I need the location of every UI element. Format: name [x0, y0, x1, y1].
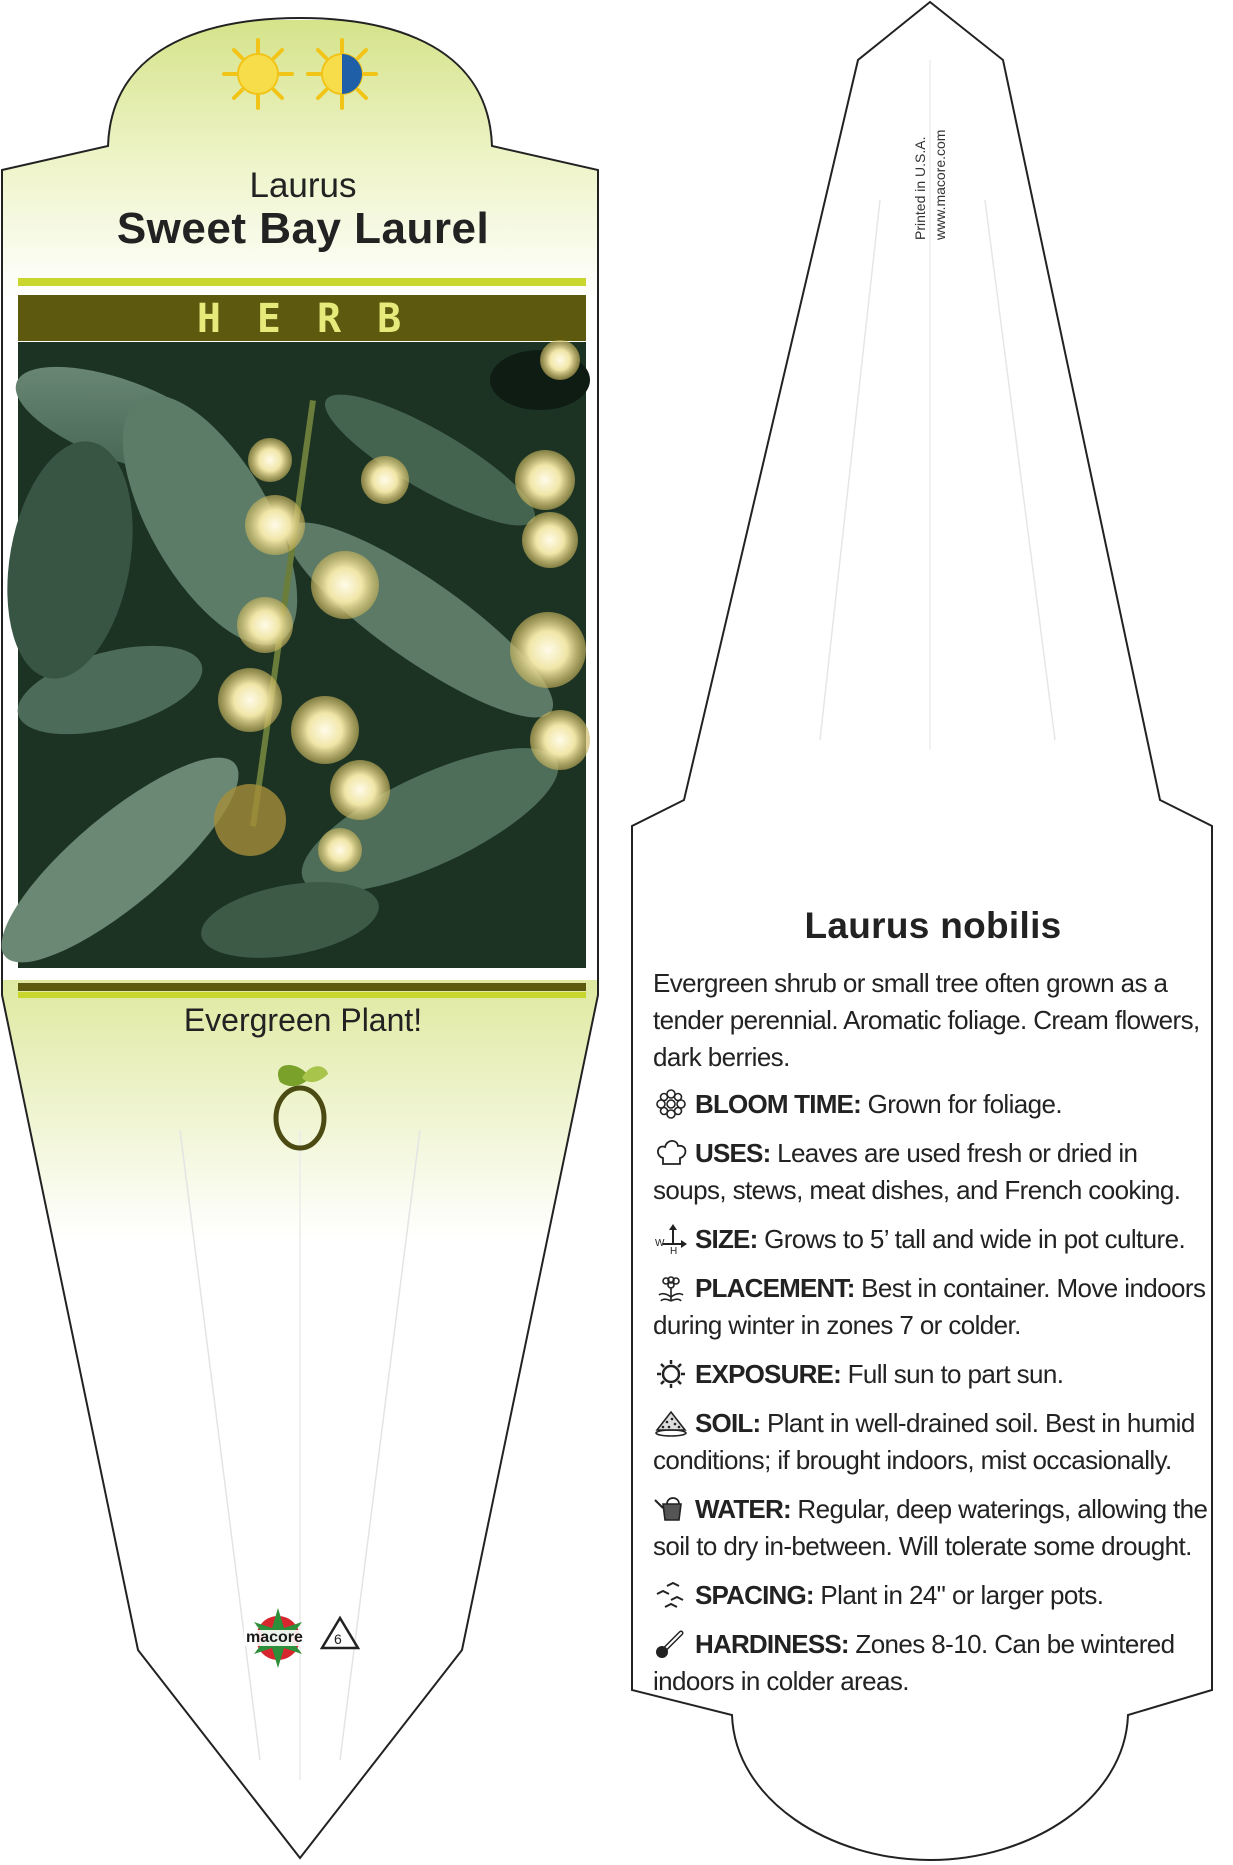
uses-text: Leaves are used fresh or dried in soups, stews, meat dishes, and French cooking.	[653, 1138, 1181, 1205]
plant-photo	[0, 340, 590, 991]
placement-text: Best in container. Move indoors during winter in zones 7 or colder.	[653, 1273, 1206, 1340]
spacing-icon	[653, 1580, 689, 1610]
size-row	[653, 1221, 1213, 1258]
soil-label: SOIL:	[695, 1408, 761, 1438]
bloom-time-label: BLOOM TIME:	[695, 1089, 861, 1119]
sun-outline-icon	[653, 1359, 689, 1389]
hardiness-text: Zones 8-10. Can be wintered indoors in colder areas.	[653, 1629, 1175, 1696]
water-text: Regular, deep waterings, allowing the soil to dry in-between. Will tolerate some drought.	[653, 1494, 1208, 1561]
water-row	[653, 1491, 1213, 1565]
uses-row	[653, 1135, 1213, 1209]
spacing-label: SPACING:	[695, 1580, 814, 1610]
category-label: HERB	[196, 296, 438, 342]
bloom-time-text: Grown for foliage.	[860, 1089, 1062, 1119]
placement-plant-icon	[653, 1273, 689, 1303]
size-text: Grows to 5’ tall and wide in pot culture.	[757, 1224, 1186, 1254]
soil-row	[653, 1405, 1213, 1479]
placement-row	[653, 1270, 1213, 1344]
thermometer-icon	[653, 1629, 689, 1659]
spacing-row	[653, 1577, 1213, 1614]
exposure-label: EXPOSURE:	[695, 1359, 841, 1389]
genus-name: Laurus	[249, 166, 357, 205]
water-label: WATER:	[695, 1494, 791, 1524]
part-sun-icon	[308, 40, 376, 108]
soil-icon	[653, 1408, 689, 1438]
website: www.macore.com	[932, 129, 948, 240]
size-label: SIZE:	[695, 1224, 758, 1254]
chef-hat-icon	[653, 1138, 689, 1168]
soil-text: Plant in well-drained soil. Best in humid conditions; if brought indoors, mist occasionally.	[653, 1408, 1195, 1475]
placement-label: PLACEMENT:	[695, 1273, 855, 1303]
spacing-text: Plant in 24" or larger pots.	[813, 1580, 1104, 1610]
scientific-name: Laurus nobilis	[804, 905, 1062, 946]
printed-in: Printed in U.S.A.	[912, 136, 928, 240]
hardiness-row	[653, 1626, 1213, 1700]
common-name: Sweet Bay Laurel	[116, 204, 490, 253]
hardiness-label: HARDINESS:	[695, 1629, 849, 1659]
plant-description: Evergreen shrub or small tree often grown as a tender perennial. Aromatic foliage. Cream flowers, dark berries.	[653, 968, 1200, 1072]
size-arrows-icon	[653, 1224, 689, 1254]
tagline: Evergreen Plant!	[183, 1002, 423, 1038]
exposure-text: Full sun to part sun.	[840, 1359, 1064, 1389]
size-icon-h: H	[670, 1246, 677, 1254]
care-info-panel	[653, 905, 1213, 1712]
bloom-time-row	[653, 1086, 1213, 1123]
size-icon-w: W	[655, 1238, 664, 1249]
uses-label: USES:	[695, 1138, 771, 1168]
full-sun-icon	[224, 40, 292, 108]
flower-icon	[653, 1089, 689, 1119]
watering-can-icon	[653, 1494, 689, 1524]
front-tag	[0, 0, 600, 1865]
brand-logo-text: macore	[246, 1629, 303, 1646]
exposure-row	[653, 1356, 1213, 1393]
recycle-code: 6	[334, 1631, 342, 1647]
